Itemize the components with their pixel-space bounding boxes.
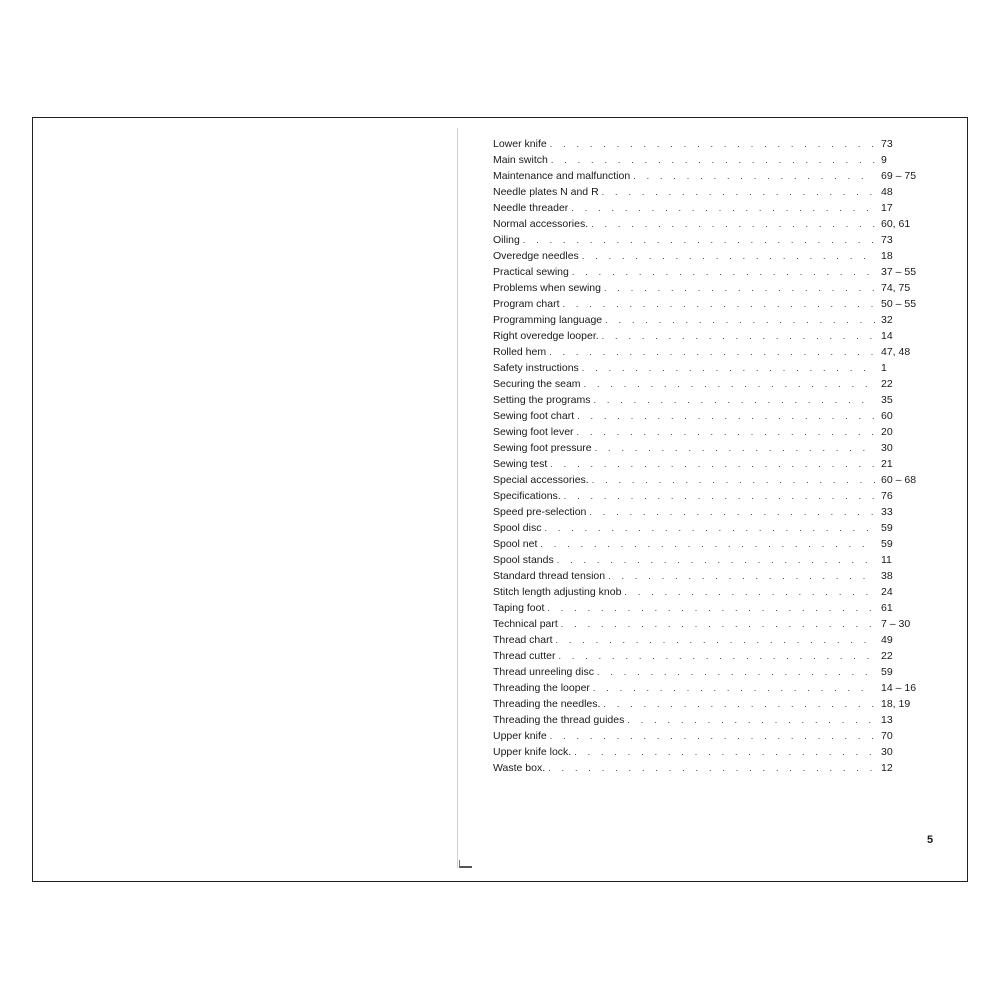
index-term: Thread chart xyxy=(493,634,553,646)
index-page-ref: 37 – 55 xyxy=(881,266,917,278)
index-term: Sewing foot lever xyxy=(493,426,574,438)
scan-artifact xyxy=(459,860,472,868)
dot-leader xyxy=(523,232,875,248)
index-term: Program chart xyxy=(493,298,560,310)
index-page-ref: 60 xyxy=(881,410,893,422)
dot-leader xyxy=(558,648,875,664)
index-term: Oiling xyxy=(493,234,520,246)
index-entry xyxy=(493,520,933,536)
dot-leader xyxy=(551,152,875,168)
index-entry xyxy=(493,728,933,744)
dot-leader xyxy=(591,216,875,232)
index-page-ref: 30 xyxy=(881,442,893,454)
index-term: Sewing test xyxy=(493,458,548,470)
index-page-ref: 14 – 16 xyxy=(881,682,917,694)
index-list xyxy=(493,136,933,776)
index-entry xyxy=(493,408,933,424)
index-entry xyxy=(493,616,933,632)
index-entry xyxy=(493,184,933,200)
dot-leader xyxy=(595,440,875,456)
index-term: Threading the thread guides xyxy=(493,714,625,726)
index-term: Technical part xyxy=(493,618,558,630)
dot-leader xyxy=(582,360,875,376)
dot-leader xyxy=(549,344,875,360)
index-page-ref: 30 xyxy=(881,746,893,758)
index-term: Threading the needles. xyxy=(493,698,601,710)
index-entry xyxy=(493,472,933,488)
index-entry xyxy=(493,232,933,248)
index-entry xyxy=(493,648,933,664)
index-entry xyxy=(493,168,933,184)
dot-leader xyxy=(593,392,875,408)
index-entry xyxy=(493,600,933,616)
index-entry xyxy=(493,296,933,312)
index-term: Spool net xyxy=(493,538,538,550)
index-entry xyxy=(493,376,933,392)
index-term: Programming language xyxy=(493,314,603,326)
index-page-ref: 48 xyxy=(881,186,893,198)
index-page-ref: 22 xyxy=(881,378,893,390)
index-entry xyxy=(493,264,933,280)
index-entry xyxy=(493,536,933,552)
index-entry xyxy=(493,440,933,456)
index-page-ref: 12 xyxy=(881,762,893,774)
index-term: Thread cutter xyxy=(493,650,556,662)
index-term: Waste box. xyxy=(493,762,546,774)
dot-leader xyxy=(563,296,875,312)
dot-leader xyxy=(624,584,875,600)
index-entry xyxy=(493,344,933,360)
dot-leader xyxy=(540,536,875,552)
dot-leader xyxy=(608,568,875,584)
index-page-ref: 61 xyxy=(881,602,893,614)
index-page-ref: 20 xyxy=(881,426,893,438)
index-term: Standard thread tension xyxy=(493,570,606,582)
index-page-ref: 22 xyxy=(881,650,893,662)
index-entry xyxy=(493,696,933,712)
dot-leader xyxy=(592,472,875,488)
index-page-ref: 33 xyxy=(881,506,893,518)
index-term: Safety instructions xyxy=(493,362,579,374)
index-entry xyxy=(493,760,933,776)
dot-leader xyxy=(593,680,875,696)
index-page-ref: 9 xyxy=(881,154,887,166)
index-term: Thread unreeling disc xyxy=(493,666,594,678)
index-entry xyxy=(493,360,933,376)
index-term: Needle plates N and R xyxy=(493,186,599,198)
dot-leader xyxy=(571,200,875,216)
dot-leader xyxy=(633,168,875,184)
index-term: Stitch length adjusting knob xyxy=(493,586,622,598)
index-term: Spool disc xyxy=(493,522,542,534)
index-page-ref: 50 – 55 xyxy=(881,298,917,310)
index-entry xyxy=(493,392,933,408)
index-entry xyxy=(493,200,933,216)
page-gutter xyxy=(457,128,458,868)
dot-leader xyxy=(572,264,875,280)
index-page-ref: 59 xyxy=(881,522,893,534)
dot-leader xyxy=(577,424,875,440)
dot-leader xyxy=(605,312,875,328)
index-term: Overedge needles xyxy=(493,250,579,262)
page-number: 5 xyxy=(927,834,934,846)
index-entry xyxy=(493,152,933,168)
index-page-ref: 74, 75 xyxy=(881,282,911,294)
dot-leader xyxy=(561,616,875,632)
index-term: Specifications. xyxy=(493,490,561,502)
index-term: Upper knife xyxy=(493,730,547,742)
index-term: Spool stands xyxy=(493,554,554,566)
dot-leader xyxy=(564,488,875,504)
index-page-ref: 24 xyxy=(881,586,893,598)
index-page-ref: 59 xyxy=(881,538,893,550)
index-page-ref: 38 xyxy=(881,570,893,582)
index-page-ref: 59 xyxy=(881,666,893,678)
index-entry xyxy=(493,744,933,760)
index-term: Threading the looper xyxy=(493,682,590,694)
index-page-ref: 35 xyxy=(881,394,893,406)
dot-leader xyxy=(589,504,875,520)
dot-leader xyxy=(603,696,875,712)
dot-leader xyxy=(547,600,875,616)
index-term: Special accessories. xyxy=(493,474,589,486)
index-page-ref: 17 xyxy=(881,202,893,214)
dot-leader xyxy=(584,376,875,392)
index-term: Speed pre-selection xyxy=(493,506,587,518)
index-term: Main switch xyxy=(493,154,548,166)
index-page-ref: 21 xyxy=(881,458,893,470)
index-page-ref: 69 – 75 xyxy=(881,170,917,182)
dot-leader xyxy=(550,456,875,472)
dot-leader xyxy=(548,760,875,776)
index-entry xyxy=(493,136,933,152)
index-page-ref: 7 – 30 xyxy=(881,618,911,630)
dot-leader xyxy=(582,248,875,264)
dot-leader xyxy=(574,744,875,760)
index-page-ref: 11 xyxy=(881,554,892,566)
index-page-ref: 13 xyxy=(881,714,893,726)
dot-leader xyxy=(550,728,875,744)
index-page-ref: 73 xyxy=(881,138,893,150)
index-entry xyxy=(493,632,933,648)
index-term: Setting the programs xyxy=(493,394,591,406)
index-term: Securing the seam xyxy=(493,378,581,390)
index-term: Needle threader xyxy=(493,202,569,214)
index-entry xyxy=(493,488,933,504)
dot-leader xyxy=(577,408,875,424)
index-page-ref: 60, 61 xyxy=(881,218,911,230)
index-page-ref: 49 xyxy=(881,634,893,646)
index-term: Taping foot xyxy=(493,602,545,614)
dot-leader xyxy=(556,632,875,648)
index-page-ref: 76 xyxy=(881,490,893,502)
index-term: Practical sewing xyxy=(493,266,569,278)
index-entry xyxy=(493,680,933,696)
dot-leader xyxy=(597,664,875,680)
index-entry xyxy=(493,456,933,472)
index-page-ref: 32 xyxy=(881,314,893,326)
index-page-ref: 47, 48 xyxy=(881,346,911,358)
index-entry xyxy=(493,280,933,296)
index-entry xyxy=(493,712,933,728)
index-term: Problems when sewing xyxy=(493,282,601,294)
dot-leader xyxy=(604,280,875,296)
index-entry xyxy=(493,552,933,568)
index-page-ref: 60 – 68 xyxy=(881,474,917,486)
index-entry xyxy=(493,328,933,344)
dot-leader xyxy=(602,328,875,344)
index-entry xyxy=(493,248,933,264)
dot-leader xyxy=(602,184,875,200)
book-spread xyxy=(32,117,968,882)
index-page-ref: 73 xyxy=(881,234,893,246)
index-term: Normal accessories. xyxy=(493,218,589,230)
index-page-ref: 18, 19 xyxy=(881,698,911,710)
dot-leader xyxy=(550,136,875,152)
index-entry xyxy=(493,664,933,680)
index-entry xyxy=(493,584,933,600)
dot-leader xyxy=(557,552,875,568)
index-entry xyxy=(493,312,933,328)
index-term: Maintenance and malfunction xyxy=(493,170,631,182)
index-term: Sewing foot chart xyxy=(493,410,575,422)
index-page-ref: 14 xyxy=(881,330,893,342)
index-page-ref: 1 xyxy=(881,362,887,374)
index-entry xyxy=(493,216,933,232)
index-entry xyxy=(493,504,933,520)
index-entry xyxy=(493,424,933,440)
index-term: Rolled hem xyxy=(493,346,547,358)
index-term: Lower knife xyxy=(493,138,547,150)
index-term: Upper knife lock. xyxy=(493,746,572,758)
dot-leader xyxy=(544,520,875,536)
index-entry xyxy=(493,568,933,584)
index-term: Sewing foot pressure xyxy=(493,442,592,454)
index-term: Right overedge looper. xyxy=(493,330,599,342)
dot-leader xyxy=(627,712,875,728)
index-page-ref: 70 xyxy=(881,730,893,742)
index-page-ref: 18 xyxy=(881,250,893,262)
